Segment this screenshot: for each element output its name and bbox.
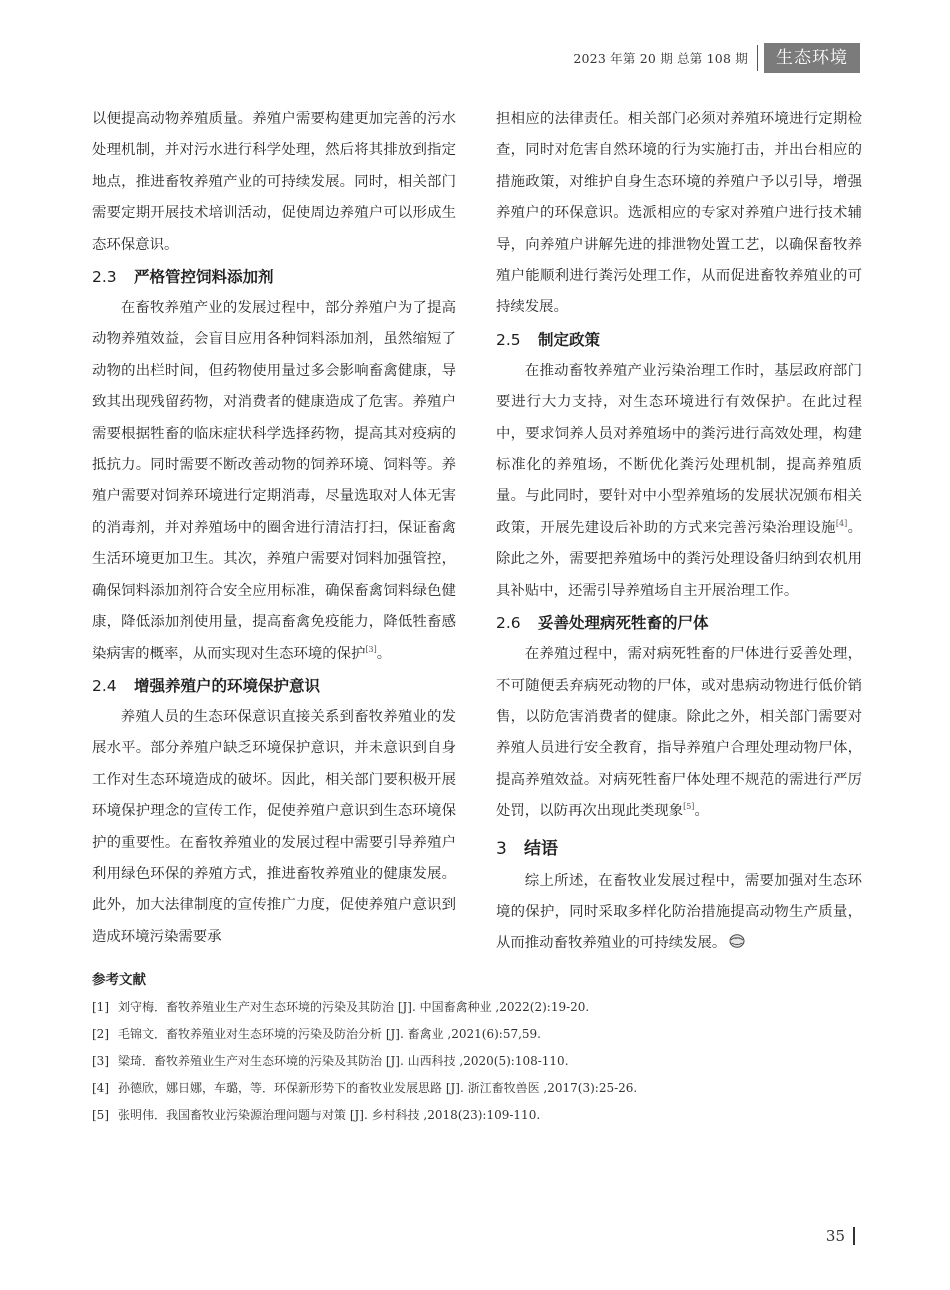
reference-item: [4] 孙德欣，娜日娜，车璐，等．环保新形势下的畜牧业发展思路 [J]. 浙江畜牧兽医 ,2017(3):25-26. (92, 1081, 638, 1095)
citation-mark: [4] (835, 518, 848, 528)
references-title: 参考文献 (92, 972, 146, 988)
section-tag: 生态环境 (764, 43, 860, 73)
page-number-bar (853, 1227, 855, 1245)
paragraph: 综上所述，在畜牧业发展过程中，需要加强对生态环境的保护，同时采取多样化防治措施提高动物生产质量，从而推动畜牧养殖业的可持续发展。 (496, 872, 862, 952)
paragraph: 在推动畜牧养殖产业污染治理工作时，基层政府部门要进行大力支持，对生态环境进行有效保护。在此过程中，要求饲养人员对养殖场中的粪污进行高效处理，构建标准化的养殖场，不断优化粪污处理机制，提高养殖质量。与此同时，要针对中小型养殖场的发展状况颁布相关政策，开展先建设后补助的方式来完善污染治理设施[4]。除此之外，需要把养殖场中的粪污处理设备归纳到农机用具补贴中，还需引导养殖场自主开展治理工作。 (496, 362, 862, 599)
section-heading-3: 3 结语 (496, 838, 558, 859)
issue-info: 2023 年第 20 期 总第 108 期 (573, 51, 748, 66)
section-heading-2-5: 2.5 制定政策 (496, 330, 601, 349)
reference-item: [3] 梁琦．畜牧养殖业生产对生态环境的污染及其防治 [J]. 山西科技 ,2020(5):108-110. (92, 1054, 569, 1068)
references (92, 966, 862, 1129)
paragraph: 以便提高动物养殖质量。养殖户需要构建更加完善的污水处理机制，并对污水进行科学处理，然后将其排放到指定地点，推进畜牧养殖产业的可持续发展。同时，相关部门需要定期开展技术培训活动，促使周边养殖户可以形成生态环保意识。 (92, 111, 456, 253)
globe-end-icon (729, 934, 745, 948)
section-heading-2-6: 2.6 妥善处理病死牲畜的尸体 (496, 614, 709, 633)
right-column (496, 104, 862, 960)
paragraph: 在畜牧养殖产业的发展过程中，部分养殖户为了提高动物养殖效益，会盲目应用各种饲料添加剂，虽然缩短了动物的出栏时间，但药物使用量过多会影响畜禽健康，导致其出现残留药物，对消费者的健康造成了危害。养殖户需要根据牲畜的临床症状科学选择药物，提高其对疫病的抵抗力。同时需要不断改善动物的饲养环境、饲料等。养殖户需要对饲养环境进行定期消毒，尽量选取对人体无害的消毒剂，并对养殖场中的圈舍进行清洁打扫，保证畜禽生活环境更加卫生。其次，养殖户需要对饲料加强管控，确保饲料添加剂符合安全应用标准，确保畜禽饲料绿色健康，降低添加剂使用量，提高畜禽免疫能力，降低牲畜感染病害的概率，从而实现对生态环境的保护[3]。 (92, 300, 456, 662)
citation-mark: [3] (365, 644, 377, 654)
reference-item: [1] 刘守梅．畜牧养殖业生产对生态环境的污染及其防治 [J]. 中国畜禽种业 ,2022(2):19-20. (92, 1000, 590, 1014)
citation-mark: [5] (683, 802, 695, 812)
section-heading-2-3: 2.3 严格管控饲料添加剂 (92, 268, 274, 287)
paragraph: 养殖人员的生态环保意识直接关系到畜牧养殖业的发展水平。部分养殖户缺乏环境保护意识，并未意识到自身工作对生态环境造成的破坏。因此，相关部门要积极开展环境保护理念的宣传工作，促使养殖户意识到生态环境保护的重要性。在畜牧养殖业的发展过程中需要引导养殖户利用绿色环保的养殖方式，推进畜牧养殖业的健康发展。此外，加大法律制度的宣传推广力度，促使养殖户意识到造成环境污染需要承 (92, 708, 456, 945)
paragraph: 担相应的法律责任。相关部门必须对养殖环境进行定期检查，同时对危害自然环境的行为实施打击，并出台相应的措施政策，对维护自身生态环境的养殖户予以引导，增强养殖户的环保意识。选派相应的专家对养殖户进行技术辅导，向养殖户讲解先进的排泄物处置工艺，以确保畜牧养殖户能顺利进行粪污处理工作，从而促进畜牧养殖业的可持续发展。 (496, 111, 862, 316)
page-header (573, 43, 860, 73)
reference-item: [5] 张明伟．我国畜牧业污染源治理问题与对策 [J]. 乡村科技 ,2018(23):109-110. (92, 1108, 541, 1122)
left-column (92, 104, 456, 953)
page-number: 35 (826, 1225, 855, 1247)
reference-item: [2] 毛锦文．畜牧养殖业对生态环境的污染及防治分析 [J]. 畜禽业 ,2021(6):57,59. (92, 1027, 541, 1041)
section-heading-2-4: 2.4 增强养殖户的环境保护意识 (92, 676, 321, 695)
header-divider (757, 45, 758, 71)
paragraph: 在养殖过程中，需对病死牲畜的尸体进行妥善处理，不可随便丢弃病死动物的尸体，或对患病动物进行低价销售，以防危害消费者的健康。除此之外，相关部门需要对养殖人员进行安全教育，指导养殖户合理处理动物尸体，提高养殖效益。对病死牲畜尸体处理不规范的需进行严厉处罚，以防再次出现此类现象[5]。 (496, 646, 862, 820)
